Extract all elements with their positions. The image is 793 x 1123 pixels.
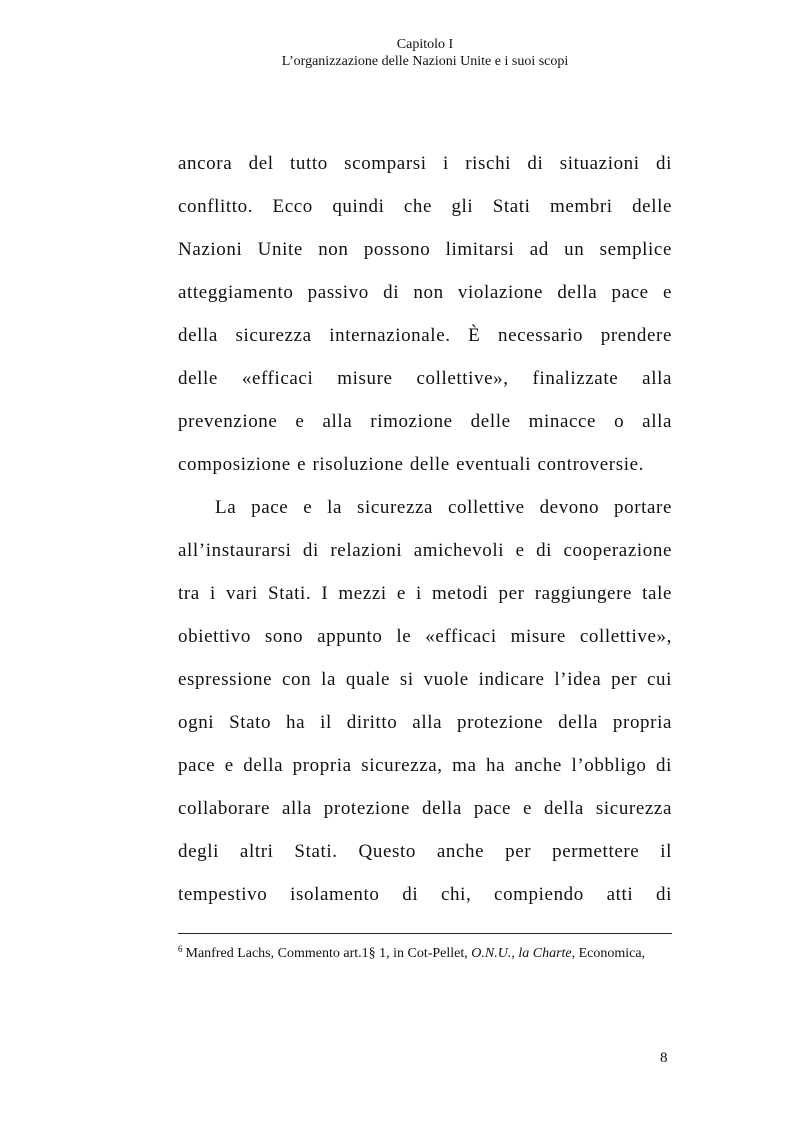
text-line: obiettivo sono appunto le «efficaci misure collettive», (178, 626, 672, 647)
text-line: composizione e risoluzione delle eventuali controversie. (178, 454, 644, 475)
footnote-text-after: , Economica, (571, 946, 646, 961)
text-line: tra i vari Stati. I mezzi e i metodi per raggiungere tale (178, 583, 672, 604)
chapter-label: Capitolo I (396, 37, 454, 52)
text-line: pace e della propria sicurezza, ma ha anche l’obbligo di (178, 755, 672, 776)
footnote-text-before: Manfred Lachs, Commento art.1§ 1, in Cot-Pellet, (185, 946, 472, 961)
text-line: degli altri Stati. Questo anche per permettere il (178, 841, 672, 862)
text-line: espressione con la quale si vuole indicare l’idea per cui (178, 669, 672, 690)
text-line: ancora del tutto scomparsi i rischi di situazioni di (178, 153, 672, 174)
text-line: prevenzione e alla rimozione delle minacce o alla (178, 411, 672, 432)
chapter-subtitle: L’organizzazione delle Nazioni Unite e i suoi scopi (281, 54, 569, 69)
text-line: Nazioni Unite non possono limitarsi ad un semplice (178, 239, 672, 260)
footnote-divider (178, 933, 672, 934)
text-line: delle «efficaci misure collettive», finalizzate alla (178, 368, 672, 389)
footnote-title: O.N.U., la Charte (471, 946, 572, 961)
text-line: La pace e la sicurezza collettive devono portare (215, 497, 672, 518)
text-line: atteggiamento passivo di non violazione della pace e (178, 282, 672, 303)
running-header (250, 36, 600, 70)
text-line: conflitto. Ecco quindi che gli Stati membri delle (178, 196, 672, 217)
footnote-number: 6 (178, 944, 183, 954)
text-line: ogni Stato ha il diritto alla protezione della propria (178, 712, 672, 733)
body-text (178, 142, 672, 916)
footnote (178, 940, 678, 963)
text-line: tempestivo isolamento di chi, compiendo atti di (178, 884, 672, 905)
text-line: all’instaurarsi di relazioni amichevoli e di cooperazione (178, 540, 672, 561)
page-number: 8 (660, 1050, 668, 1066)
text-line: collaborare alla protezione della pace e della sicurezza (178, 798, 672, 819)
text-line: della sicurezza internazionale. È necessario prendere (178, 325, 672, 346)
